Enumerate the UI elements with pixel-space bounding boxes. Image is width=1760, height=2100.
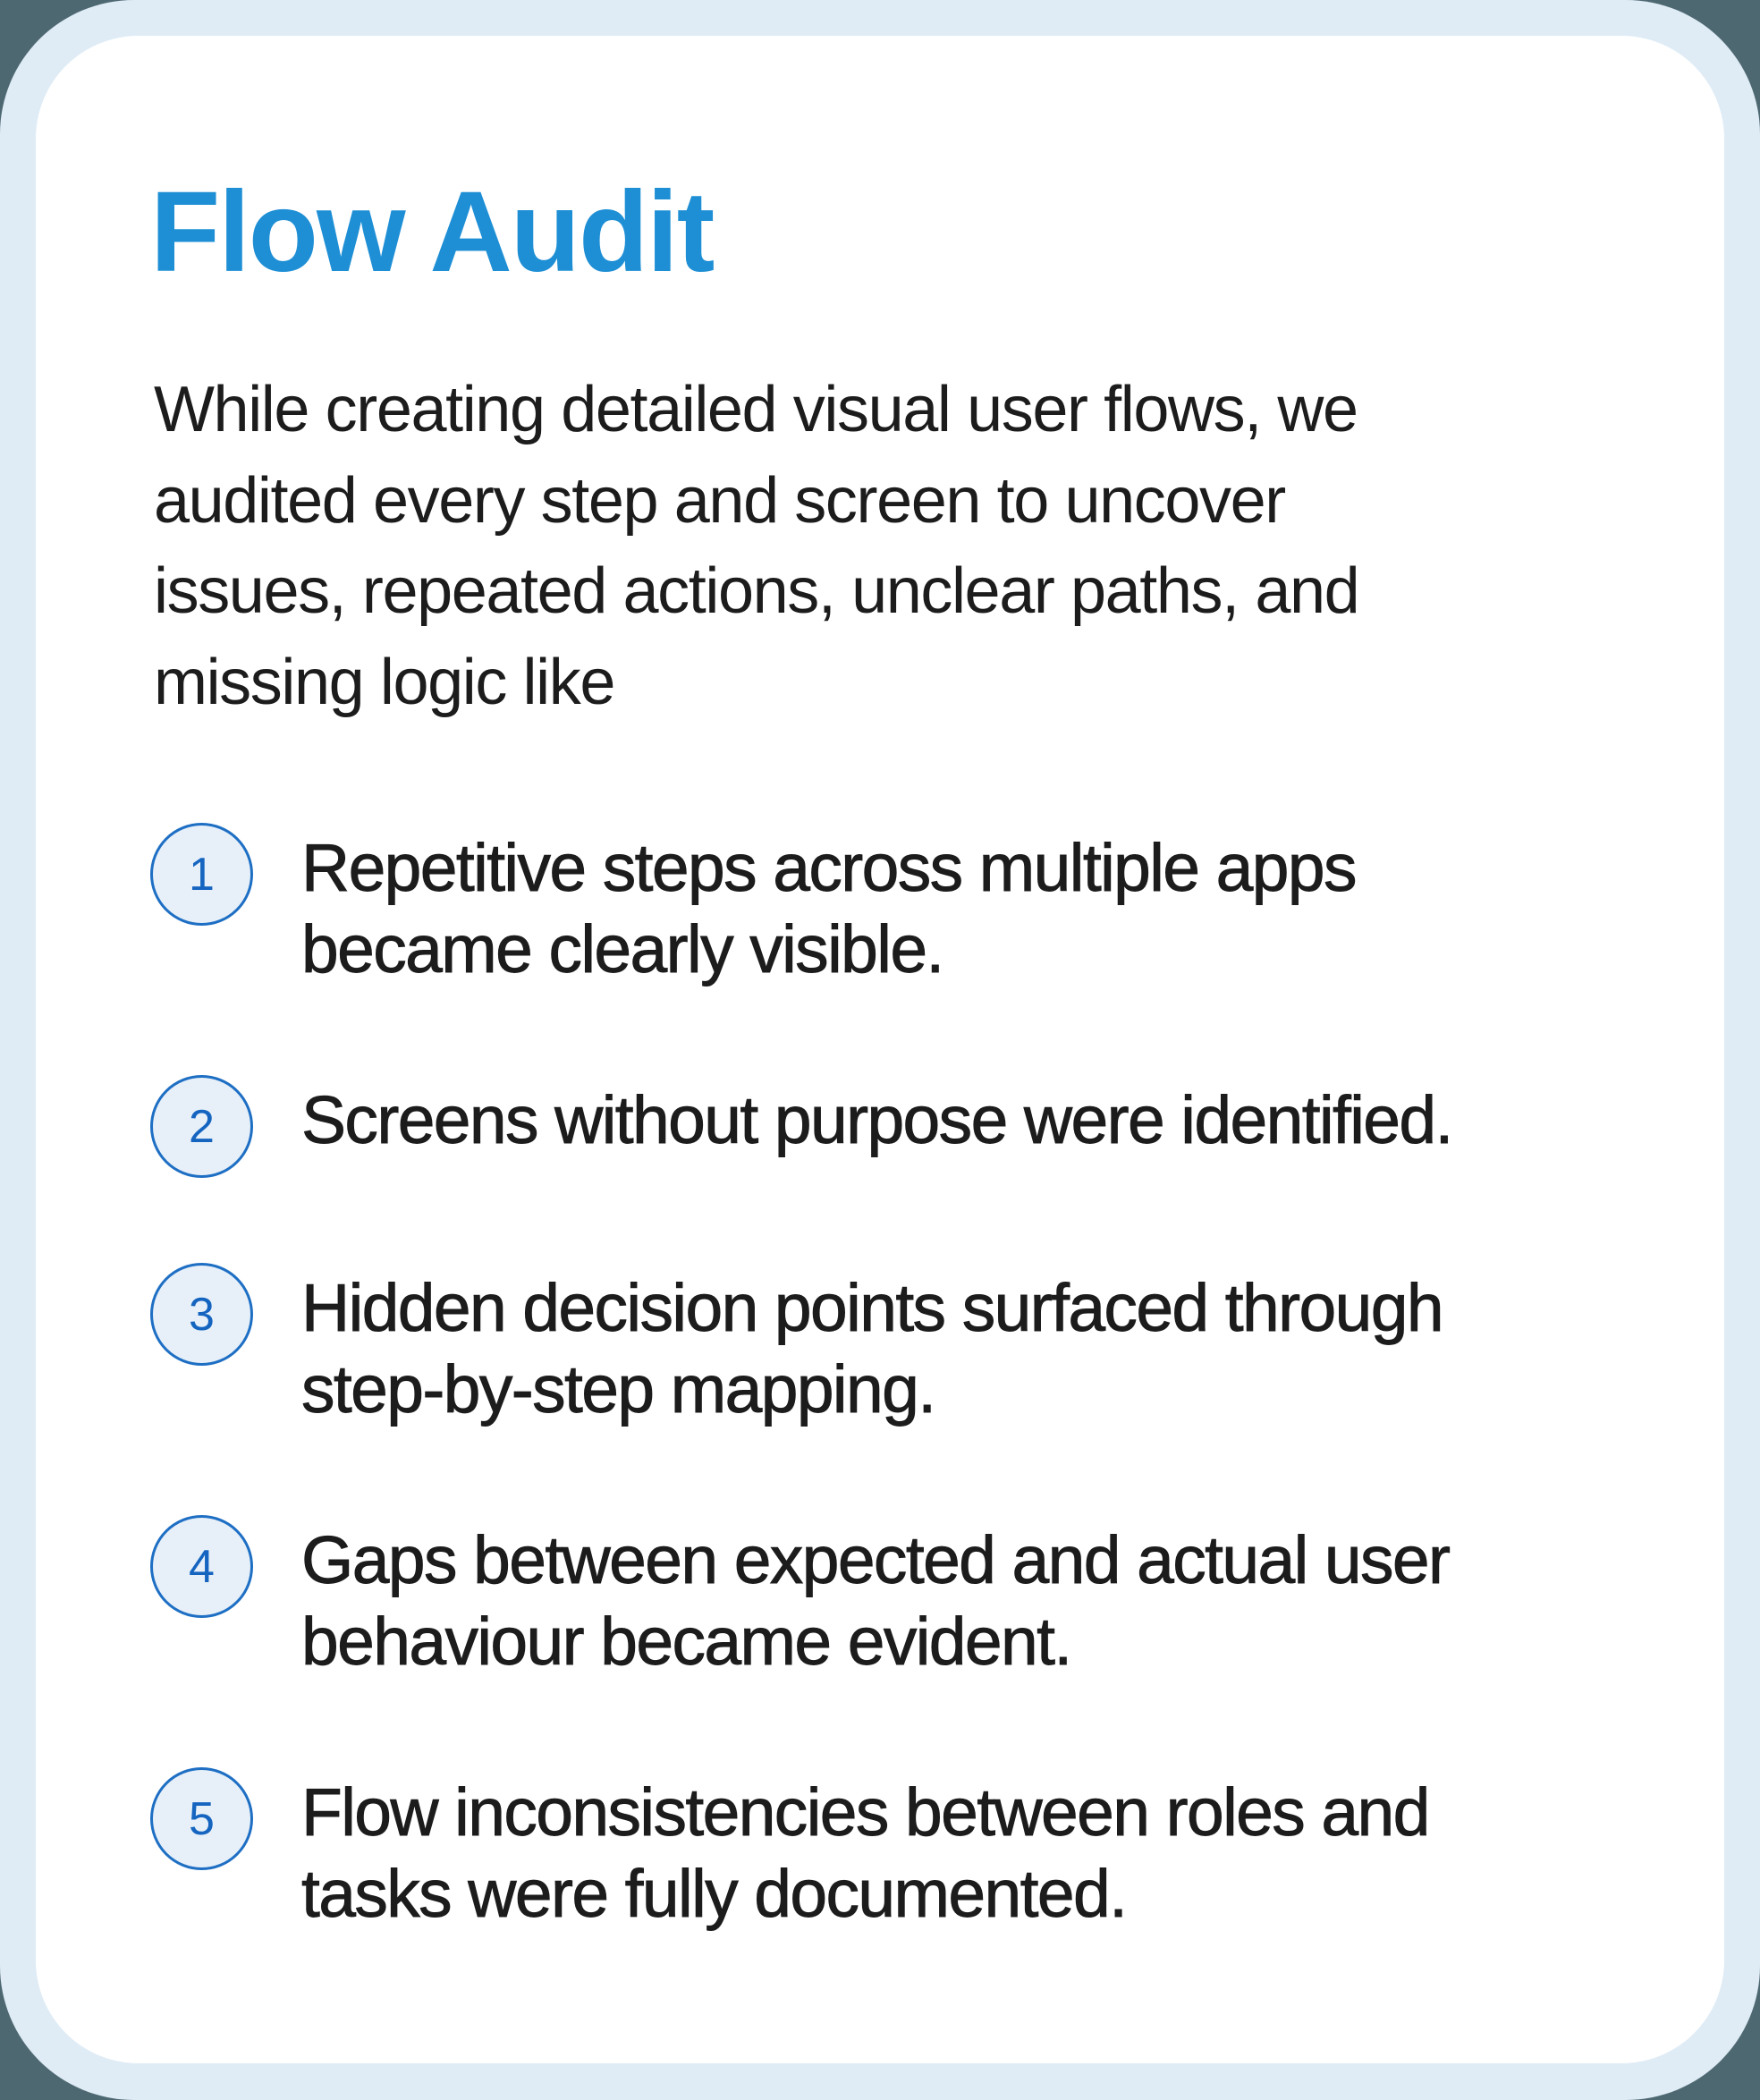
page-title: Flow Audit [150, 168, 714, 296]
list-item-line: Repetitive steps across multiple apps [301, 830, 1356, 905]
list-item [150, 1767, 1452, 1935]
list-item [150, 1515, 1452, 1682]
list-item-text [301, 1080, 1452, 1161]
list-item-line: step-by-step mapping. [301, 1351, 935, 1427]
number-badge: 5 [150, 1767, 253, 1870]
number-badge: 2 [150, 1075, 253, 1178]
number-badge: 1 [150, 823, 253, 926]
intro-line: missing logic like [154, 646, 614, 718]
intro-paragraph [154, 365, 1358, 728]
intro-line: issues, repeated actions, unclear paths, and [154, 555, 1359, 627]
list-item-text [301, 1267, 1443, 1430]
intro-line: While creating detailed visual user flows, we [154, 374, 1358, 445]
number-badge: 4 [150, 1515, 253, 1618]
list-item [150, 1075, 1452, 1178]
list-item [150, 823, 1452, 990]
list-item-text [301, 1772, 1429, 1935]
list-item [150, 1263, 1452, 1430]
list-item-line: Screens without purpose were identified. [301, 1082, 1452, 1157]
list-item-line: behaviour became evident. [301, 1604, 1071, 1679]
list-item-line: Flow inconsistencies between roles and [301, 1774, 1429, 1850]
intro-line: audited every step and screen to uncover [154, 464, 1285, 537]
list-item-line: Hidden decision points surfaced through [301, 1270, 1443, 1345]
list-item-line: Gaps between expected and actual user [301, 1522, 1450, 1597]
list-item-line: tasks were fully documented. [301, 1856, 1127, 1931]
list-item-text [301, 827, 1356, 990]
list-item-line: became clearly visible. [301, 911, 943, 986]
number-badge: 3 [150, 1263, 253, 1366]
findings-list [150, 823, 1452, 1935]
list-item-text [301, 1520, 1449, 1682]
